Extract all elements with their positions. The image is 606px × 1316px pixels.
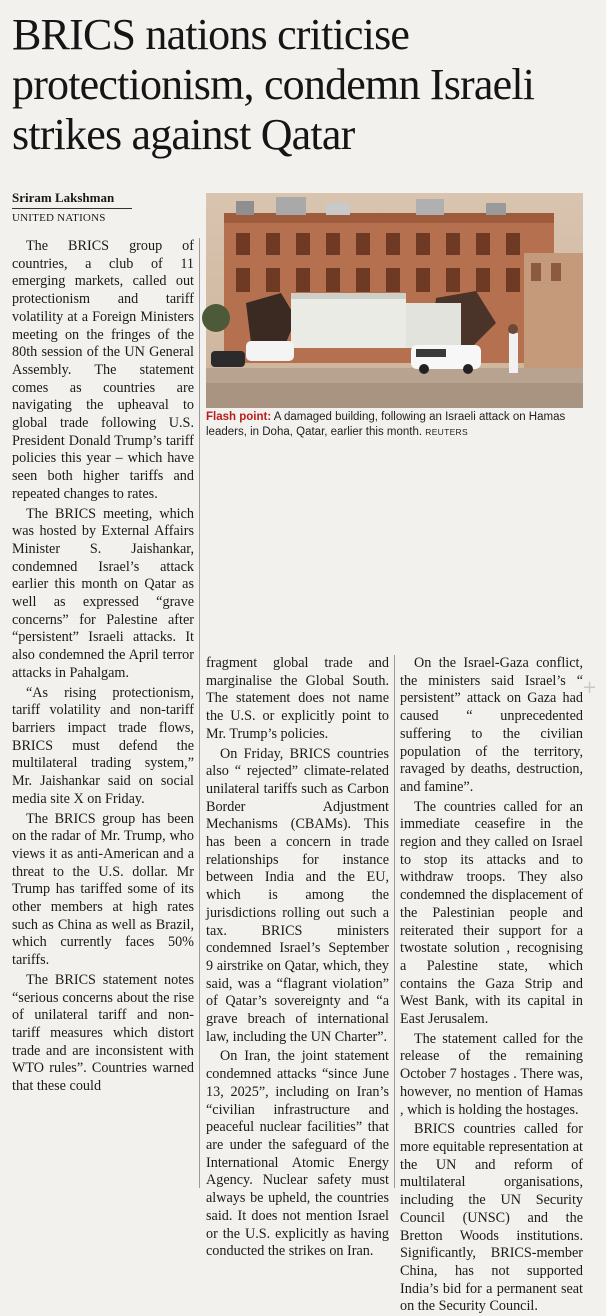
paragraph: The BRICS group of countries, a club of 11 emerging markets, called out protectionism and tariff volatility at a Foreign Ministers meeting on the fringes of the 80th session of the UN General Assembly. The statement comes as countries are navigating the upheaval to global trade following U.S. President Donald Trump’s tariff policies this year – which have seen both higher tariffs and repeated changes to rates. bbox=[12, 238, 194, 502]
article-column-2 bbox=[206, 655, 389, 1260]
column-rule bbox=[199, 238, 200, 1188]
headline: BRICS nations criticise protectionism, condemn Israeli strikes against Qatar bbox=[12, 10, 535, 159]
paragraph: The BRICS meeting, which was hosted by External Affairs Minister S. Jaishankar, condemned Israel’s attack earlier this month on Qatar as well as expressed “grave concerns” for Palestine after “persistent” Israeli attacks. It also condemned the April terror attacks in Pahalgam. bbox=[12, 505, 194, 681]
photo-caption bbox=[206, 410, 583, 440]
byline-dateline: UNITED NATIONS bbox=[12, 212, 106, 224]
article-column-3 bbox=[400, 655, 583, 1315]
byline bbox=[12, 190, 197, 227]
paragraph: On the Israel-Gaza conflict, the ministers said Israel’s “ persistent” attack on Gaza had caused “ unprecedented suffering to the civilian population of the territory, ravaged by deaths, destruction, and famine”. bbox=[400, 655, 583, 795]
paragraph: fragment global trade and marginalise the Global South. The statement does not name the U.S. or explicitly point to Mr. Trump’s policies. bbox=[206, 655, 389, 742]
crop-mark-icon: + bbox=[582, 677, 598, 698]
column-rule bbox=[394, 655, 395, 1188]
paragraph: On Friday, BRICS countries also “ rejected” climate-related unilateral tariffs such as Carbon Border Adjustment Mechanisms (CBAMs). This has been a concern in trade relationships for instance between India and the EU, which is among the jurisdictions rolling out such a tax. BRICS ministers condemned Israel’s September 9 airstrike on Qatar, which, they said, was a “flagrant violation” of Qatar’s sovereignty and “a grave breach of international law, including the UN Charter”. bbox=[206, 745, 389, 1045]
paragraph: On Iran, the joint statement condemned attacks “since June 13, 2025”, including on Iran’s “civilian infrastructure and peaceful nuclear facilities” that are under the safeguard of the International Atomic Energy Agency. Nuclear safety must always be upheld, the countries said. It does not mention Israel or the U.S. explicitly as having conducted the strikes on Iran. bbox=[206, 1048, 389, 1260]
article-column-1 bbox=[12, 238, 194, 1190]
photo-credit: REUTERS bbox=[425, 427, 468, 437]
caption-text: A damaged building, following an Israeli attack on Hamas leaders, in Doha, Qatar, earlier this month. bbox=[206, 411, 566, 438]
paragraph: The statement called for the release of the remaining October 7 hostages . There was, however, no mention of Hamas , which is holding the hostages. bbox=[400, 1030, 583, 1118]
paragraph: The countries called for an immediate ceasefire in the region and they called on Israel to stop its attacks and to withdraw troops. They also condemned the displacement of the Palestinian people and reiterated their support for a twostate solution , recognising a Palestine state, which contains the Gaza Strip and West Bank, with its capital in East Jerusalem. bbox=[400, 798, 583, 1028]
paragraph: “As rising protectionism, tariff volatility and non-tariff barriers impact trade flows, BRICS must defend the multilateral trading system,” Mr. Jaishankar said on social media site X on Friday. bbox=[12, 684, 194, 807]
paragraph: The BRICS statement notes “serious concerns about the rise of unilateral tariff and non-tariff measures which distort trade and are inconsistent with WTO rules”. Countries warned that these could bbox=[12, 971, 194, 1095]
byline-author: Sriram Lakshman bbox=[12, 190, 132, 209]
paragraph: BRICS countries called for more equitable representation at the UN and reform of multilateral organisations, including the UN Security Council (UNSC) and the Bretton Woods institutions. Significantly, BRICS-member China, has not supported India’s bid for a permanent seat on the Security Council. bbox=[400, 1121, 583, 1315]
news-photo bbox=[206, 193, 583, 408]
caption-lead: Flash point: bbox=[206, 411, 272, 423]
paragraph: The BRICS group has been on the radar of Mr. Trump, who views it as anti-American and a threat to the U.S. dollar. Mr Trump has tariffed some of its other members at high rates such as China as well as Brazil, which currently faces 50% tariffs. bbox=[12, 810, 194, 969]
